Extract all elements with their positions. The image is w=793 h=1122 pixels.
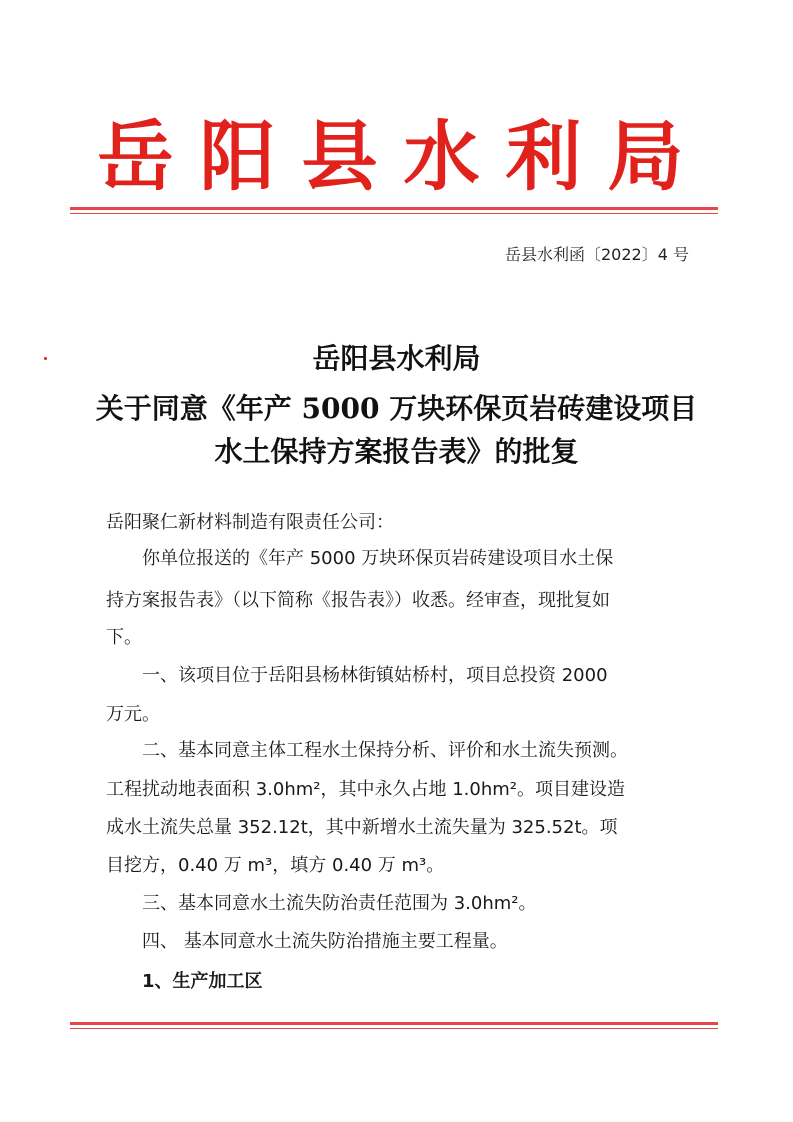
body-line: 工程扰动地表面积 3.0hm²，其中永久占地 1.0hm²。项目建设造 xyxy=(106,779,626,800)
body-line: 你单位报送的《年产 5000 万块环保页岩砖建设项目水土保 xyxy=(106,548,614,569)
body-line: 一、该项目位于岳阳县杨林街镇姑桥村，项目总投资 2000 xyxy=(106,665,608,686)
document-title-line-1: 岳阳县水利局 xyxy=(312,342,481,375)
body-line: 三、基本同意水土流失防治责任范围为 3.0hm²。 xyxy=(106,893,537,914)
letterhead-rule-thick xyxy=(70,207,718,210)
footer-rule-thin xyxy=(70,1028,718,1029)
letterhead-rule-thin xyxy=(70,213,718,214)
document-title-line-3: 水土保持方案报告表》的批复 xyxy=(214,435,579,468)
document-title-line-2: 关于同意《年产 5000 万块环保页岩砖建设项目 xyxy=(95,392,698,425)
footer-rule-thick xyxy=(70,1022,718,1025)
body-line: 成水土流失总量 352.12t，其中新增水土流失量为 325.52t。项 xyxy=(106,817,618,838)
body-line: 二、基本同意主体工程水土保持分析、评价和水土流失预测。 xyxy=(106,740,628,761)
body-line: 下。 xyxy=(106,627,142,648)
body-line: 四、 基本同意水土流失防治措施主要工程量。 xyxy=(106,931,508,952)
addressee: 岳阳聚仁新材料制造有限责任公司： xyxy=(106,512,394,533)
letterhead-title: 岳阳县水利局 xyxy=(97,112,710,201)
section-heading: 1、生产加工区 xyxy=(106,971,263,992)
document-number: 岳县水利函〔2022〕4 号 xyxy=(505,245,689,264)
body-line: 持方案报告表》（以下简称《报告表》）收悉。经审查，现批复如 xyxy=(106,590,610,611)
body-line: 目挖方，0.40 万 m³，填方 0.40 万 m³。 xyxy=(106,855,445,876)
body-line: 万元。 xyxy=(106,704,160,725)
